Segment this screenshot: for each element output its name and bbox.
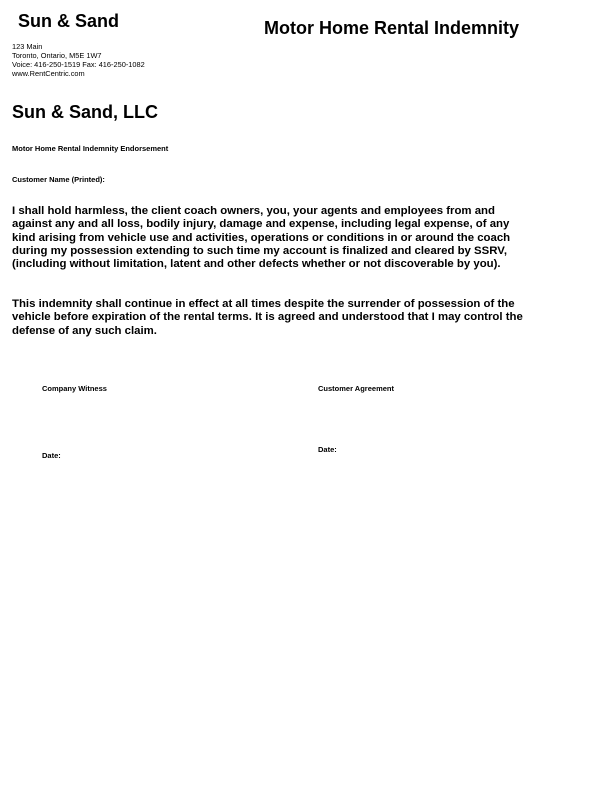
customer-agreement-label: Customer Agreement — [318, 384, 394, 393]
indemnity-paragraph-1: I shall hold harmless, the client coach owners, you, your agents and employees from and against any and all loss, bodily injury, damage and expense, including legal expense, of any kind arising from vehicle use and activities, operations or conditions in or around the coach during my possession extending to such time my account is finalized and cleared by SSRV, (including without limitation, latent and other defects whether or not discoverable by you). — [12, 205, 511, 271]
address-website: www.RentCentric.com — [12, 69, 85, 78]
company-full-name: Sun & Sand, LLC — [12, 102, 158, 122]
customer-name-label: Customer Name (Printed): — [12, 175, 105, 184]
witness-date-label: Date: — [42, 451, 61, 460]
company-short-name: Sun & Sand — [18, 11, 120, 31]
address-city: Toronto, Ontario, M5E 1W7 — [12, 51, 102, 60]
indemnity-paragraph-2: This indemnity shall continue in effect at all times despite the surrender of possession of the vehicle before expiration of the rental terms. It is agreed and understood that I may control the defense of any such claim. — [12, 298, 523, 337]
customer-date-label: Date: — [318, 445, 337, 454]
company-witness-label: Company Witness — [42, 384, 107, 393]
address-phones: Voice: 416-250-1519 Fax: 416-250-1082 — [12, 60, 145, 69]
endorsement-title: Motor Home Rental Indemnity Endorsement — [12, 144, 169, 153]
address-street: 123 Main — [12, 42, 43, 51]
document-title: Motor Home Rental Indemnity — [264, 18, 520, 38]
company-address-block — [12, 42, 145, 78]
